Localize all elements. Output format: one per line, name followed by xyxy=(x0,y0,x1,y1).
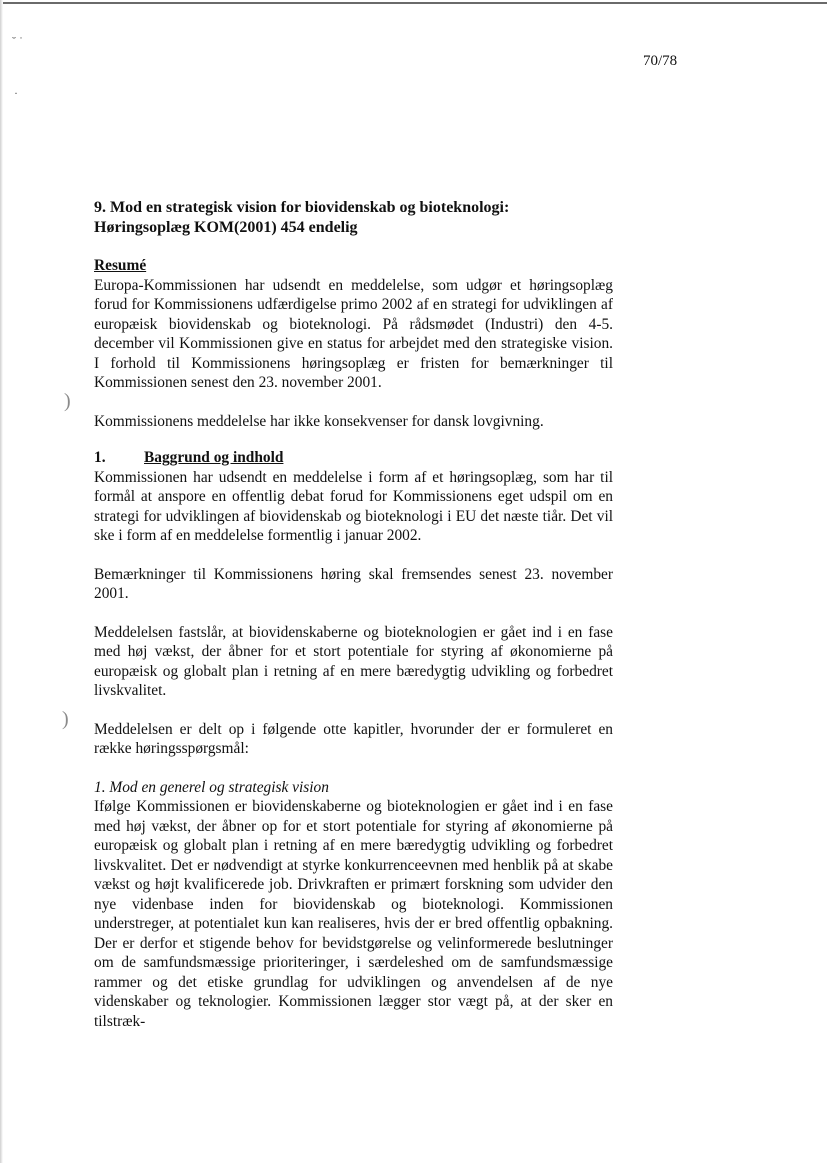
section-1-number: 1. xyxy=(94,449,106,466)
section-1-paragraph-4: Meddelelsen er delt op i følgende otte kapitler, hvorunder der er formuleret en række høringsspørgsmål: xyxy=(94,720,613,757)
title-line-2: Høringsoplæg KOM(2001) 454 endelig xyxy=(94,218,358,236)
document-title xyxy=(94,198,613,237)
document-body xyxy=(94,198,613,1031)
title-line-1: 9. Mod en strategisk vision for biovidenskab og bioteknologi: xyxy=(94,199,510,216)
scan-top-border xyxy=(0,2,827,4)
section-1-paragraph-1: Kommissionen har udsendt en meddelelse i form af et høringsoplæg, som har til formål at anspore en offentlig debat forud for Kommissionens eget udspil om en strategi for udviklingen af biovidenskab og bioteknologi i EU det næste tiår. Det vil ske i form af en meddelelse formentlig i januar 2002. xyxy=(94,468,613,544)
scan-speck: · xyxy=(14,86,18,100)
section-1-paragraph-2: Bemærkninger til Kommissionens høring skal fremsendes senest 23. november 2001. xyxy=(94,565,613,602)
section-1-heading xyxy=(94,448,613,468)
scan-hole-mark: ) xyxy=(64,390,71,412)
scan-hole-mark: ) xyxy=(62,708,69,730)
section-1-title: Baggrund og indhold xyxy=(144,449,284,466)
resume-heading: Resumé xyxy=(94,257,147,274)
scan-left-edge xyxy=(0,0,3,1163)
chapter-1-heading: 1. Mod en generel og strategisk vision xyxy=(94,778,329,796)
consequence-paragraph: Kommissionens meddelelse har ikke konsekvenser for dansk lovgivning. xyxy=(94,412,544,430)
resume-paragraph: Europa-Kommissionen har udsendt en meddelelse, som udgør et høringsoplæg forud for Kommissionens udfærdigelse primo 2002 af en strategi for udviklingen af europæisk biovidenskab og bioteknologi. På rådsmødet (Industri) den 4-5. december vil Kommissionen give en status for arbejdet med den strategiske vision. I forhold til Kommissionens høringsoplæg er fristen for bemærkninger til Kommissionen senest den 23. november 2001. xyxy=(94,276,613,391)
section-1-paragraph-3: Meddelelsen fastslår, at biovidenskaberne og bioteknologien er gået ind i en fase med høj vækst, der åbner for et stort potentiale for styring af økonomierne på europæisk og globalt plan i retning af en mere bæredygtig udvikling og forbedret livskvalitet. xyxy=(94,623,613,699)
scan-speck: ˘ ˙ xyxy=(12,34,23,48)
chapter-1-paragraph: Ifølge Kommissionen er biovidenskaberne og bioteknologien er gået ind i en fase med høj vækst, der åbner op for et stort potentiale for styring af økonomierne på europæisk og globalt plan i retning af en mere bæredygtig udvikling og forbedret livskvalitet. Det er nødvendigt at styrke konkurrenceevnen med henblik på at skabe vækst og højt kvalificerede job. Drivkraften er primært forskning som udvider den nye videnbase inden for biovidenskab og bioteknologi. Kommissionen understreger, at potentialet kun kan realiseres, hvis der er bred offentlig opbakning. Der er derfor et stigende behov for bevidstgørelse og velinformerede beslutninger om de samfundsmæssige prioriteringer, i særdeleshed om de samfundsmæssige rammer og det etiske grundlag for udviklingen og anvendelsen af de nye videnskaber og teknologier. Kommissionen lægger stor vægt på, at der sker en tilstræk- xyxy=(94,798,613,1030)
page-number: 70/78 xyxy=(643,53,678,69)
